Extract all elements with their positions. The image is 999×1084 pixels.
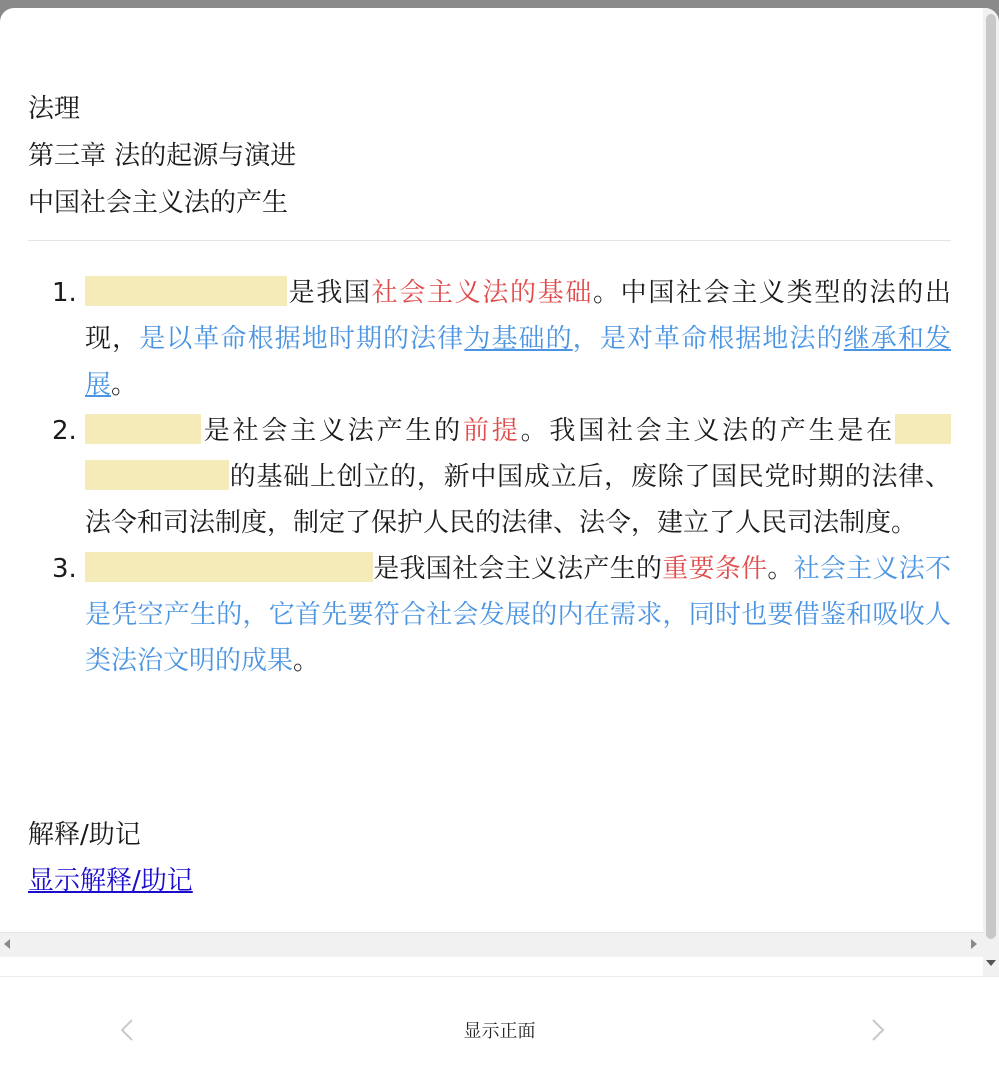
text-segment: 。我国社会主义法的产生是在 xyxy=(520,416,895,446)
item-text xyxy=(85,408,951,546)
scroll-left-icon[interactable] xyxy=(4,939,10,949)
chevron-right-icon[interactable] xyxy=(862,1015,892,1045)
text-segment: 。 xyxy=(767,554,794,584)
blue-phrase: 社会主义法不是凭空产生的，它首先要符合社会发展的内在需求，同时也要借鉴和吸收人类法治文明的成果 xyxy=(85,554,951,676)
cloze-item-1 xyxy=(28,270,951,408)
scrollbar-thumb[interactable] xyxy=(986,14,996,939)
card-window xyxy=(0,8,999,1084)
red-key-phrase: 重要条件 xyxy=(662,554,768,584)
red-key-phrase: 前提 xyxy=(462,416,521,446)
text-segment: 是社会主义法产生的 xyxy=(201,416,463,446)
chapter-title: 第三章 法的起源与演进 xyxy=(28,141,297,171)
blue-phrase: 是以革命根据地时期的法律 xyxy=(139,324,465,354)
item-number: 2. xyxy=(52,416,77,446)
item-text xyxy=(85,270,951,408)
cloze-blank[interactable] xyxy=(895,414,951,444)
item-number: 1. xyxy=(52,278,77,308)
cloze-blank[interactable] xyxy=(85,414,201,444)
text-segment: 。 xyxy=(293,646,320,676)
item-number: 3. xyxy=(52,554,77,584)
vertical-scrollbar[interactable] xyxy=(983,8,999,978)
cloze-blank[interactable] xyxy=(85,552,373,582)
topic-title: 中国社会主义法的产生 xyxy=(28,188,289,218)
cloze-item-3 xyxy=(28,546,951,684)
cloze-blank[interactable] xyxy=(85,276,287,306)
blue-phrase: ，是对革命根据地法的 xyxy=(572,324,844,354)
blue-underlined-phrase: 继承和发展 xyxy=(85,324,951,400)
scroll-down-icon[interactable] xyxy=(986,960,996,966)
red-key-phrase: 社会主义法的基础 xyxy=(371,278,593,308)
horizontal-scrollbar[interactable] xyxy=(0,932,983,957)
cloze-item-2 xyxy=(28,408,951,546)
subject-title: 法理 xyxy=(28,94,81,124)
text-segment: 是我国社会主义法产生的 xyxy=(373,554,663,584)
text-segment: 的基础上创立的，新中国成立后，废除了国民党时期的法律、法令和司法制度，制定了保护人民的法律、法令，建立了人民司法制度。 xyxy=(85,462,951,538)
card-content xyxy=(0,8,983,926)
text-segment: 。 xyxy=(111,370,138,400)
blue-underlined-phrase: 为基础的 xyxy=(464,324,573,354)
header-divider xyxy=(28,240,951,241)
text-segment: 是我国 xyxy=(287,278,372,308)
item-text xyxy=(85,546,951,684)
cloze-blank[interactable] xyxy=(85,460,229,490)
show-explain-link[interactable]: 显示解释/助记 xyxy=(28,866,193,896)
cloze-list xyxy=(28,270,951,684)
explain-heading: 解释/助记 xyxy=(28,820,141,850)
scroll-right-icon[interactable] xyxy=(971,939,977,949)
text-segment: 。中国社会主义类型的法的出现， xyxy=(85,278,951,354)
card-footer xyxy=(0,976,999,1084)
card-header xyxy=(28,86,296,227)
show-front-button[interactable]: 显示正面 xyxy=(463,1021,536,1042)
